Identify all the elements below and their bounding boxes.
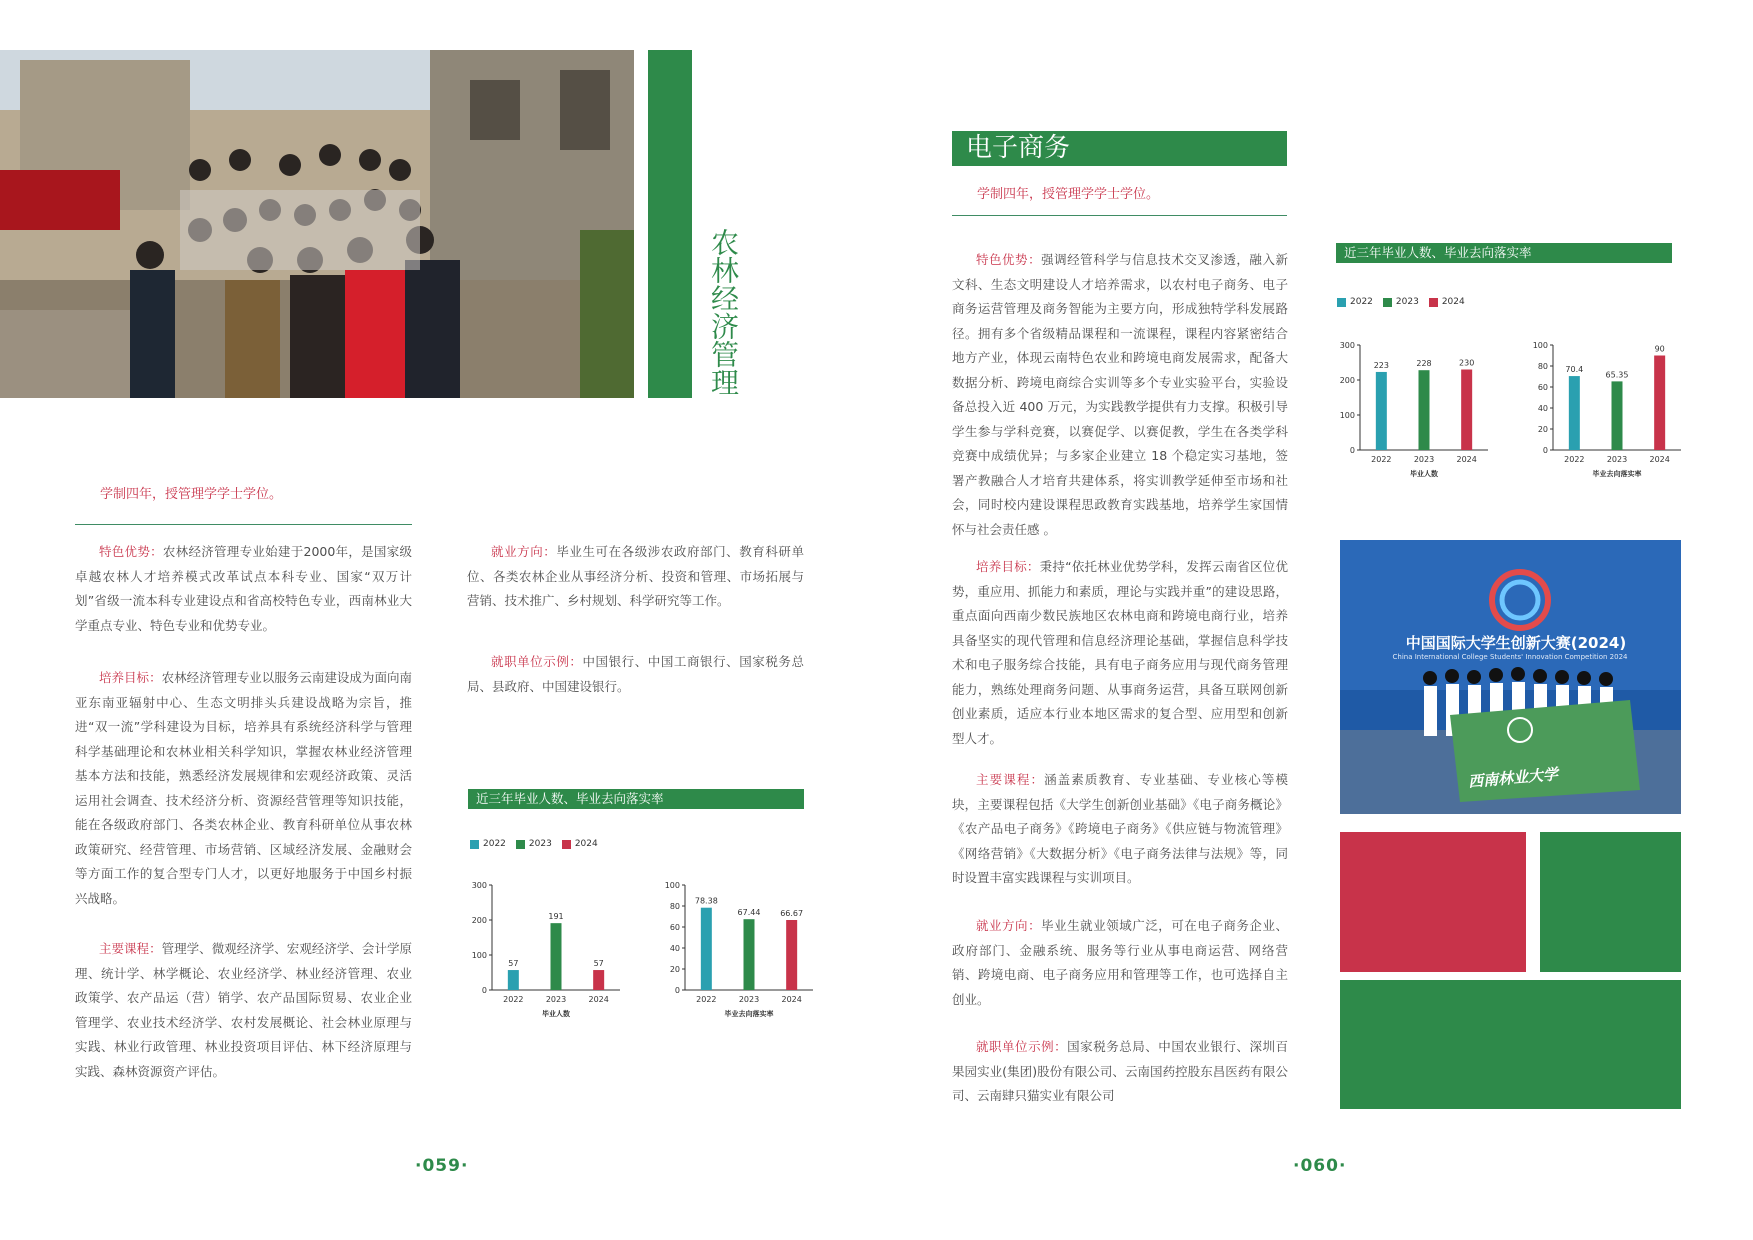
- vertical-green-bar: [648, 50, 692, 398]
- x-tick-label-2023: 2023: [1413, 455, 1435, 464]
- x-tick-label-2023: 2023: [738, 995, 760, 1004]
- bar-2022: [1376, 372, 1387, 450]
- left-features: [75, 540, 412, 638]
- y-tick-label: 0: [481, 986, 487, 995]
- y-tick-label: 20: [1537, 425, 1548, 434]
- major-title-banner: [952, 131, 1287, 166]
- data-label-2022: 78.38: [694, 896, 718, 906]
- decor-red-block: [1340, 832, 1526, 972]
- x-axis-label: 毕业人数: [542, 1010, 570, 1018]
- x-tick-label-2022: 2022: [1564, 455, 1585, 464]
- y-tick-label: 0: [674, 986, 680, 995]
- page-number-left: ·059·: [415, 1156, 469, 1176]
- y-tick-label: 60: [669, 923, 680, 932]
- bar-2024: [1654, 356, 1665, 451]
- x-tick-label-2024: 2024: [1649, 455, 1670, 464]
- data-label-2024: 90: [1654, 344, 1665, 354]
- right-employment-label: 就业方向：: [976, 918, 1042, 933]
- legend-item-2024: 2024: [1429, 297, 1465, 307]
- x-tick-label-2023: 2023: [545, 995, 567, 1004]
- right-employers-text: 国家税务总局、中国农业银行、深圳百果园实业(集团)股份有限公司、云南国药控股东昌医药有限公司、云南肆只猫实业有限公司: [952, 1039, 1288, 1103]
- right-employers: [952, 1035, 1288, 1109]
- data-label-2022: 70.4: [1565, 365, 1584, 375]
- x-axis-label: 毕业去向落实率: [724, 1010, 774, 1018]
- x-tick-label-2023: 2023: [1606, 455, 1628, 464]
- bar-2023: [1419, 370, 1430, 450]
- x-tick-label-2022: 2022: [696, 995, 717, 1004]
- left-courses-label: 主要课程：: [99, 941, 162, 956]
- right-employers-label: 就职单位示例：: [976, 1039, 1068, 1054]
- y-tick-label: 100: [1339, 411, 1355, 420]
- decor-green-block-upper: [1540, 832, 1681, 972]
- y-tick-label: 100: [664, 881, 680, 890]
- left-goals-label: 培养目标：: [99, 670, 162, 685]
- y-tick-label: 300: [1339, 341, 1355, 350]
- data-label-2023: 191: [548, 912, 564, 922]
- left-features-text: 农林经济管理专业始建于2000年，是国家级卓越农林人才培养模式改革试点本科专业、国家“双万计划”省级一流本科专业建设点和省高校特色专业，西南林业大学重点专业、特色专业和优势专业。: [75, 544, 412, 633]
- bar-2023: [1612, 381, 1623, 450]
- right-features: [952, 248, 1288, 542]
- right-courses-text: 涵盖素质教育、专业基础、专业核心等模块，主要课程包括《大学生创新创业基础》《电子商务概论》《农产品电子商务》《跨境电子商务》《供应链与物流管理》《网络营销》《大数据分析》《电子商务法律与法规》等，同时设置丰富实践课程与实训项目。: [952, 772, 1288, 885]
- x-axis-label: 毕业去向落实率: [1592, 470, 1642, 478]
- x-axis-label: 毕业人数: [1410, 470, 1438, 478]
- y-tick-label: 300: [471, 881, 487, 890]
- left-employment: [467, 540, 804, 614]
- left-employers-label: 就职单位示例：: [491, 654, 583, 669]
- right-degree: 学制四年，授管理学学士学位。: [977, 187, 1160, 202]
- right-employment: [952, 914, 1288, 1012]
- y-tick-label: 100: [471, 951, 487, 960]
- bar-2023: [744, 919, 755, 990]
- right-chart-legend: [1337, 297, 1465, 307]
- right-divider: [952, 215, 1287, 216]
- x-tick-label-2022: 2022: [1371, 455, 1392, 464]
- right-features-label: 特色优势：: [976, 252, 1042, 267]
- data-label-2023: 228: [1416, 359, 1432, 369]
- chart-left-graduates: [462, 870, 632, 1030]
- y-tick-label: 200: [1339, 376, 1355, 385]
- data-label-2024: 230: [1459, 358, 1475, 368]
- y-tick-label: 200: [471, 916, 487, 925]
- y-tick-label: 60: [1537, 383, 1548, 392]
- major-title: 电子商务: [966, 133, 1071, 163]
- data-label-2023: 65.35: [1605, 370, 1629, 380]
- y-tick-label: 0: [1542, 446, 1548, 455]
- group-photo: [0, 50, 634, 398]
- left-goals-text: 农林经济管理专业以服务云南建设成为面向南亚东南亚辐射中心、生态文明排头兵建设战略为宗旨，推进“双一流”学科建设为目标，培养具有系统经济科学与管理科学基础理论和农林业相关科学知识，掌握农林业经济管理基本方法和技能，熟悉经济发展规律和宏观经济政策、灵活运用社会调查、技术经济分析、资源经营管理等知识技能，能在各级政府部门、各类农林企业、教育科研单位从事农林政策研究、经营管理、市场营销、区域经济发展、金融财会等方面工作的复合型专门人才，以更好地服务于中国乡村振兴战略。: [75, 670, 412, 906]
- left-courses-text: 管理学、微观经济学、宏观经济学、会计学原理、统计学、林学概论、农业经济学、林业经济管理、农业政策学、农产品运（营）销学、农产品国际贸易、农业企业管理学、农业技术经济学、农村发展概论、社会林业原理与实践、林业行政管理、林业投资项目评估、林下经济原理与实践、森林资源资产评估。: [75, 941, 412, 1079]
- left-employers-text: 中国银行、中国工商银行、国家税务总局、县政府、中国建设银行。: [467, 654, 804, 694]
- x-tick-label-2022: 2022: [503, 995, 524, 1004]
- left-degree: 学制四年，授管理学学士学位。: [100, 487, 283, 502]
- chart-left-placement: [655, 870, 825, 1030]
- right-features-text: 强调经管科学与信息技术交叉渗透，融入新文科、生态文明建设人才培养需求，以农村电子商务、电子商务运营管理及商务智能为主要方向，形成独特学科发展路径。拥有多个省级精品课程和一流课程，课程内容紧密结合地方产业，体现云南特色农业和跨境电商发展需求，配备大数据分析、跨境电商综合实训等多个专业实验平台，实验设备总投入近 400 万元，为实践教学提供有力支撑。积极引导学生参与学科竞赛，以赛促学、以赛促教，学生在各类学科竞赛中成绩优异；与多家企业建立 18 个稳定实习基地，签署产教融合人才培育共建体系，将实训教学延伸至市场和社会，同时校内建设课程思政教育实践基地，培养学生家国情怀与社会责任感 。: [952, 252, 1288, 537]
- right-employment-text: 毕业生就业领域广泛，可在电子商务企业、政府部门、金融系统、服务等行业从事电商运营、网络营销、跨境电商、电子商务应用和管理等工作，也可选择自主创业。: [952, 918, 1288, 1007]
- x-tick-label-2024: 2024: [588, 995, 609, 1004]
- y-tick-label: 40: [1537, 404, 1548, 413]
- x-tick-label-2024: 2024: [781, 995, 802, 1004]
- data-label-2023: 67.44: [737, 908, 761, 918]
- bar-2022: [508, 970, 519, 990]
- left-chart-header: 近三年毕业人数、毕业去向落实率: [468, 789, 804, 809]
- left-chart-legend: [470, 839, 598, 849]
- chart-right-placement: [1523, 330, 1693, 490]
- data-label-2022: 223: [1373, 360, 1389, 370]
- left-employers: [467, 650, 804, 699]
- chart-right-graduates: [1330, 330, 1500, 490]
- left-goals: [75, 666, 412, 911]
- y-tick-label: 40: [669, 944, 680, 953]
- left-divider: [75, 524, 412, 525]
- left-courses: [75, 937, 412, 1084]
- y-tick-label: 20: [669, 965, 680, 974]
- left-features-label: 特色优势：: [99, 544, 163, 559]
- y-tick-label: 100: [1532, 341, 1548, 350]
- decor-green-block-lower: [1340, 980, 1681, 1109]
- right-goals-label: 培养目标：: [976, 559, 1040, 574]
- legend-item-2023: 2023: [1383, 297, 1419, 307]
- flag-text: 西南林业大学: [1467, 765, 1559, 791]
- major-title-vertical: 农林经济管理: [707, 228, 740, 396]
- bar-2022: [1569, 376, 1580, 450]
- data-label-2022: 57: [508, 959, 519, 969]
- competition-banner-title: 中国国际大学生创新大赛(2024): [1405, 634, 1627, 652]
- legend-item-2022: 2022: [470, 839, 506, 849]
- data-label-2024: 66.67: [780, 908, 804, 918]
- bar-2023: [551, 923, 562, 990]
- data-label-2024: 57: [593, 959, 604, 969]
- legend-item-2023: 2023: [516, 839, 552, 849]
- right-goals: [952, 555, 1288, 751]
- right-courses: [952, 768, 1288, 891]
- right-chart-header: 近三年毕业人数、毕业去向落实率: [1336, 243, 1672, 263]
- y-tick-label: 80: [1537, 362, 1548, 371]
- legend-item-2022: 2022: [1337, 297, 1373, 307]
- right-goals-text: 秉持“依托林业优势学科，发挥云南省区位优势，重应用、抓能力和素质，理论与实践并重”的建设思路，重点面向西南少数民族地区农林电商和跨境电商行业，培养具备坚实的现代管理和信息经济理论基础，掌握信息科学技术和电子服务综合技能，具有电子商务应用与现代商务管理能力，熟练处理商务问题、从事商务运营，具备互联网创新创业素质，适应本行业本地区需求的复合型、应用型和创新型人才。: [952, 559, 1288, 746]
- legend-item-2024: 2024: [562, 839, 598, 849]
- group-photo-illustration: [0, 50, 634, 398]
- y-tick-label: 0: [1349, 446, 1355, 455]
- left-employment-text: 毕业生可在各级涉农政府部门、教育科研单位、各类农林企业从事经济分析、投资和管理、市场拓展与营销、技术推广、乡村规划、科学研究等工作。: [467, 544, 804, 608]
- bar-2024: [593, 970, 604, 990]
- competition-banner-subtitle: China International College Students' Innovation Competition 2024: [1392, 653, 1628, 661]
- bar-2024: [1461, 370, 1472, 451]
- left-employment-label: 就业方向：: [491, 544, 557, 559]
- page-number-right: ·060·: [1293, 1156, 1347, 1176]
- x-tick-label-2024: 2024: [1456, 455, 1477, 464]
- y-tick-label: 80: [669, 902, 680, 911]
- right-courses-label: 主要课程：: [976, 772, 1045, 787]
- competition-photo: [1340, 540, 1681, 814]
- bar-2024: [786, 920, 797, 990]
- bar-2022: [701, 908, 712, 990]
